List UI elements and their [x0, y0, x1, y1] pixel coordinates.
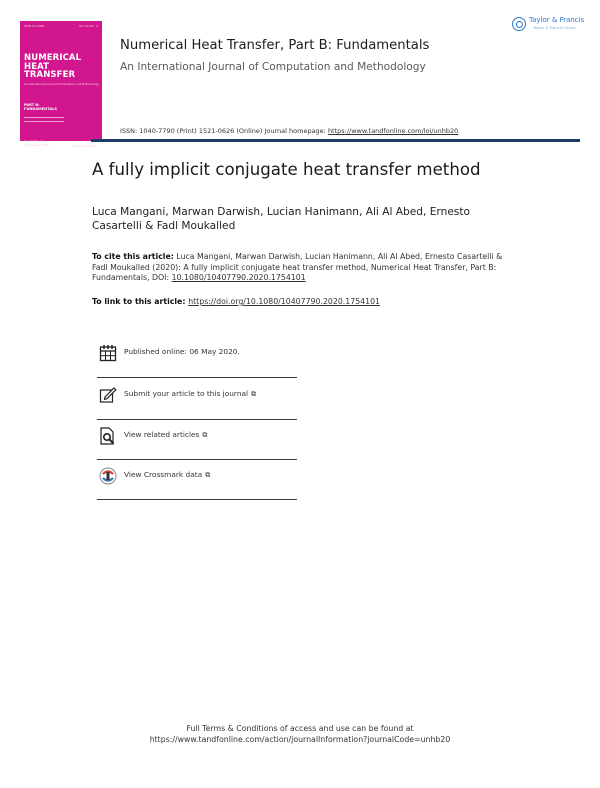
citation-text: Luca Mangani, Marwan Darwish, Lucian Hanimann, Ali Al Abed, Ernesto Casartelli & Fadl Moukalled (2020): A fully implicit conjugate heat transfer method, Numerical Heat Transfer, Part B: Fundamentals, DOI: [92, 252, 503, 283]
info-divider [97, 419, 297, 420]
cover-subtitle: An International Journal of Computation and Methodology [24, 83, 99, 86]
cover-publisher: Taylor & Francis [72, 144, 96, 148]
cover-top-strip [24, 24, 98, 28]
submit-pen-icon [99, 386, 117, 404]
terms-url[interactable]: https://www.tandfonline.com/action/journalInformation?journalCode=unhb20 [149, 734, 451, 744]
publisher-logo-text [529, 17, 584, 31]
external-link-icon: ⧉ [202, 431, 208, 439]
header-divider [91, 139, 580, 142]
info-divider [97, 459, 297, 460]
cover-decoration [24, 117, 64, 125]
article-title: A fully implicit conjugate heat transfer method [92, 160, 481, 179]
external-link-icon: ⧉ [251, 390, 257, 398]
terms-footer [0, 724, 600, 745]
submit-article-row[interactable] [97, 386, 297, 426]
issn-line [120, 127, 458, 135]
crossmark-row[interactable] [97, 467, 297, 507]
journal-cover [20, 21, 102, 148]
journal-title: Numerical Heat Transfer, Part B: Fundamentals [120, 38, 430, 53]
crossmark-label: View Crossmark data [124, 470, 203, 479]
info-divider [97, 377, 297, 378]
external-link-icon: ⧉ [205, 471, 211, 479]
publisher-name: Taylor & Francis [529, 16, 585, 24]
crossmark-icon [99, 467, 117, 485]
submit-article-label: Submit your article to this journal [124, 389, 249, 398]
info-divider [97, 499, 297, 500]
cover-part: PART B: FUNDAMENTALS [24, 103, 58, 111]
article-authors: Luca Mangani, Marwan Darwish, Lucian Hanimann, Ali Al Abed, Ernesto Casartelli & Fadl Moukalled [92, 206, 470, 232]
related-articles-icon [99, 427, 117, 445]
related-articles-link[interactable] [124, 430, 207, 440]
citation-label: To cite this article: [92, 252, 174, 261]
submit-article-link[interactable] [124, 389, 256, 399]
doi-link[interactable]: 10.1080/10407790.2020.1754101 [171, 273, 306, 283]
cover-volume: Vol. 00 No. 0 [78, 24, 98, 28]
related-articles-row[interactable] [97, 427, 297, 467]
published-online-label: Published online: 06 May 2020. [124, 347, 240, 356]
publisher-tagline: Taylor & Francis Group [533, 25, 576, 30]
article-link-line [92, 297, 380, 306]
related-articles-label: View related articles [124, 430, 200, 439]
link-label: To link to this article: [92, 297, 189, 306]
calendar-icon [99, 344, 117, 362]
tf-circle-logo-icon [512, 17, 526, 31]
journal-homepage-link[interactable]: https://www.tandfonline.com/loi/unhb20 [327, 127, 459, 135]
publisher-logo[interactable] [512, 17, 584, 31]
issn-text: ISSN: 1040-7790 (Print) 1521-0626 (Online) Journal homepage: [120, 127, 328, 135]
published-online-row [97, 344, 297, 384]
cover-issn: ISSN 10-0040 [24, 24, 45, 28]
terms-line: Full Terms & Conditions of access and use can be found at [186, 724, 414, 733]
article-doi-url[interactable]: https://doi.org/10.1080/10407790.2020.1754101 [188, 297, 380, 306]
cover-meta: Vol. 00 No. 0 September 0000 [24, 139, 50, 147]
citation-block [92, 252, 512, 284]
journal-subtitle: An International Journal of Computation and Methodology [120, 61, 426, 73]
crossmark-link[interactable] [124, 470, 210, 480]
cover-title: NUMERICAL HEAT TRANSFER [24, 53, 82, 81]
